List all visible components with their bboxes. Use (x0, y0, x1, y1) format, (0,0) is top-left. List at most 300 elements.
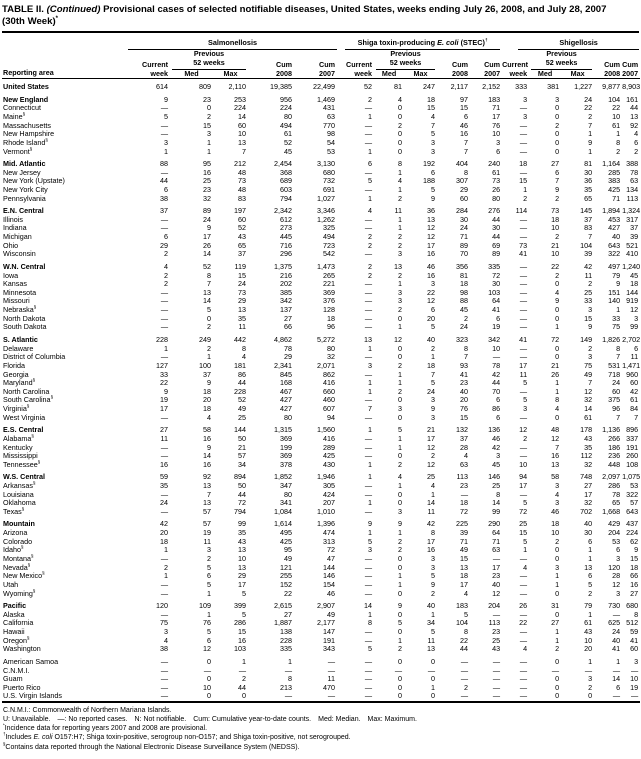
reporting-area: North Dakota (3, 313, 46, 323)
value-cell: 81 (394, 82, 403, 92)
value-cell: 6 (634, 343, 639, 353)
value-cell: 73 (238, 176, 246, 186)
value-cell: 2 (555, 232, 560, 242)
value-cell: 11 (394, 206, 403, 216)
value-cell: 70 (460, 249, 469, 259)
value-cell: 4 (523, 644, 528, 654)
value-cell: 7 (207, 489, 211, 499)
value-cell: 388 (626, 159, 639, 169)
value-cell: 1,887 (274, 618, 292, 628)
value-cell: — (519, 287, 528, 297)
value-cell: 427 (280, 404, 292, 414)
value-cell: 10 (584, 635, 593, 645)
reporting-area: Wisconsin (3, 249, 36, 259)
value-cell: 10 (551, 249, 560, 259)
value-cell: 2 (523, 193, 528, 203)
value-cell: 3 (398, 249, 403, 259)
reporting-area: South Carolina§ (3, 395, 54, 405)
value-cell: 1 (164, 146, 168, 156)
value-cell: 103 (488, 287, 501, 297)
reporting-area: C.N.M.I. (3, 665, 30, 675)
value-cell: — (160, 322, 168, 332)
value-cell: 8,903 (622, 82, 641, 92)
value-cell: 72 (238, 498, 246, 508)
value-cell: 1 (616, 129, 621, 139)
value-cell: 26 (519, 601, 528, 611)
value-cell: 18 (519, 159, 528, 169)
value-cell: — (492, 609, 501, 619)
value-cell: 0 (398, 129, 403, 139)
value-cell: 11 (519, 369, 528, 379)
value-cell: — (364, 665, 373, 675)
value-cell: 0 (398, 656, 403, 666)
value-cell: 3,346 (317, 206, 336, 216)
value-cell: 253 (234, 94, 246, 104)
value-cell: — (519, 296, 528, 306)
value-cell: 21 (238, 442, 246, 452)
table-title (2, 4, 639, 33)
value-cell: 1 (616, 305, 621, 315)
value-cell: 78 (630, 167, 639, 177)
value-cell: 1 (398, 571, 403, 581)
value-cell: 368 (280, 167, 292, 177)
value-cell: 75 (160, 618, 168, 628)
title-week: (30th Week) (2, 16, 56, 27)
value-cell: 14 (584, 404, 593, 414)
value-cell: 1 (164, 343, 168, 353)
value-cell: 19 (203, 528, 211, 538)
value-cell: 11 (238, 322, 246, 332)
value-cell: 24 (612, 378, 621, 388)
week-label: week (509, 68, 528, 78)
value-cell: 5 (431, 185, 436, 194)
value-cell: 3,130 (317, 159, 336, 169)
value-cell: 4 (431, 480, 436, 490)
table-row (2, 491, 640, 500)
value-cell: 7 (464, 137, 469, 147)
value-cell: 470 (323, 682, 336, 692)
title-continued: (Continued) (46, 4, 101, 15)
value-cell: 13 (238, 545, 246, 555)
value-cell: 8 (634, 609, 639, 619)
value-cell: 343 (323, 644, 336, 654)
value-cell: 2 (431, 588, 436, 598)
value-cell: 22 (427, 287, 436, 297)
value-cell: 104 (580, 240, 593, 250)
value-cell: — (327, 691, 336, 701)
value-cell: 495 (280, 528, 292, 538)
value-cell: 2 (398, 305, 403, 315)
value-cell: 376 (323, 296, 336, 306)
value-cell: 3 (207, 129, 211, 139)
value-cell: — (364, 554, 373, 564)
value-cell: 69 (492, 240, 501, 250)
reporting-area: Kansas (3, 279, 27, 289)
value-cell: — (364, 442, 373, 452)
reporting-area: Pacific (3, 601, 27, 611)
value-cell: 28 (612, 571, 621, 581)
value-cell: 32 (584, 459, 593, 469)
value-cell: 3 (496, 451, 501, 461)
value-cell: 48 (238, 167, 246, 177)
value-cell: 224 (234, 103, 246, 113)
table-row (2, 396, 640, 405)
value-cell: 399 (234, 601, 246, 611)
value-cell: 2 (368, 240, 373, 250)
value-cell: 429 (608, 519, 621, 529)
value-cell: 286 (608, 480, 621, 490)
value-cell: — (160, 691, 168, 701)
value-cell: 5 (368, 644, 373, 654)
value-cell: 12 (427, 459, 436, 469)
table-row (2, 297, 640, 306)
cum-label: Cum (622, 59, 639, 69)
value-cell: 16 (238, 635, 246, 645)
value-cell: 144 (234, 425, 246, 435)
reporting-area: Florida (3, 360, 25, 370)
value-cell: 225 (456, 519, 469, 529)
value-cell: 78 (284, 343, 292, 353)
value-cell: 120 (156, 601, 168, 611)
value-cell: 9 (431, 404, 436, 414)
value-cell: 191 (626, 442, 639, 452)
reporting-area: Ohio (3, 240, 19, 250)
value-cell: 1 (398, 378, 403, 388)
reporting-area: E.S. Central (3, 425, 44, 435)
value-cell: 76 (492, 120, 501, 130)
value-cell: 113 (456, 472, 469, 482)
value-cell: 23 (492, 571, 501, 581)
table-row (2, 289, 640, 298)
previous-label: Previous (390, 49, 421, 58)
value-cell: 2 (555, 644, 560, 654)
value-cell: 1 (398, 480, 403, 490)
value-cell: — (160, 489, 168, 499)
value-cell: 71 (460, 232, 469, 242)
value-cell: — (364, 480, 373, 490)
value-cell: 1 (431, 489, 436, 499)
value-cell: 108 (626, 459, 639, 469)
value-cell: 15 (238, 270, 246, 280)
table-row (2, 259, 640, 271)
table-row (2, 470, 640, 482)
spacer (594, 50, 622, 59)
footnote: †Includes E. coli O157:H7; Shiga toxin-positive, serogroup non-O157; and Shiga toxin-positive, not serogrouped. (3, 732, 351, 742)
value-cell: 5 (523, 498, 528, 508)
value-cell: 22 (460, 635, 469, 645)
value-cell: 8 (431, 528, 436, 538)
value-cell: 37 (630, 223, 639, 233)
value-cell: 2 (464, 313, 469, 323)
value-cell: 71 (460, 536, 469, 546)
table-row (2, 306, 640, 315)
value-cell: 497 (608, 261, 621, 271)
year-2007-label: 2007 (622, 68, 639, 78)
value-cell: 35 (238, 313, 246, 323)
value-cell: 9 (634, 545, 639, 555)
value-cell: 2 (398, 536, 403, 546)
value-cell: — (492, 682, 501, 692)
value-cell: 80 (284, 489, 292, 499)
value-cell: 0 (398, 111, 403, 121)
value-cell: 2 (398, 120, 403, 130)
value-cell: 427 (280, 395, 292, 405)
value-cell: 8 (616, 137, 621, 147)
value-cell: 1 (368, 609, 373, 619)
value-cell: 794 (234, 506, 246, 516)
reporting-area: American Samoa (3, 656, 59, 666)
value-cell: 1 (588, 129, 593, 139)
value-cell: 18 (630, 279, 639, 289)
value-cell: 437 (626, 519, 639, 529)
value-cell: — (364, 562, 373, 572)
value-cell: 7 (464, 146, 469, 156)
value-cell: 13 (238, 137, 246, 147)
value-cell: 378 (280, 459, 292, 469)
footnote: *Incidence data for reporting years 2007 and 2008 are provisional. (3, 722, 208, 733)
value-cell: 48 (551, 425, 560, 435)
value-cell: 41 (460, 369, 469, 379)
value-cell: 323 (456, 334, 469, 344)
value-cell: 18 (551, 519, 560, 529)
value-cell: 99 (238, 519, 246, 529)
value-cell: — (364, 305, 373, 315)
value-cell: 7 (555, 442, 560, 452)
value-cell: — (364, 656, 373, 666)
table-row (2, 79, 640, 92)
value-cell: 356 (456, 261, 469, 271)
value-cell: 18 (460, 498, 469, 508)
value-cell: 62 (630, 536, 639, 546)
value-cell: 0 (555, 129, 560, 139)
value-cell: — (364, 223, 373, 233)
value-cell: 11 (427, 635, 436, 645)
value-cell: 79 (584, 601, 593, 611)
value-cell: 44 (160, 176, 168, 186)
value-cell: 42 (427, 519, 436, 529)
table-row (2, 242, 640, 251)
value-cell: — (460, 665, 469, 675)
reporting-area: Rhode Island§ (3, 137, 48, 147)
value-cell: 0 (398, 562, 403, 572)
value-cell: 0 (398, 627, 403, 637)
value-cell: — (364, 322, 373, 332)
value-cell: — (364, 588, 373, 598)
table-row (2, 280, 640, 289)
value-cell: — (160, 120, 168, 130)
table-row (2, 388, 640, 397)
value-cell: 86 (238, 369, 246, 379)
value-cell: 34 (238, 459, 246, 469)
value-cell: 342 (280, 296, 292, 306)
value-cell: — (160, 580, 168, 589)
table-row (2, 130, 640, 139)
value-cell: 49 (327, 609, 336, 619)
value-cell: — (519, 137, 528, 147)
value-cell: 5 (464, 609, 469, 619)
value-cell: 5 (368, 536, 373, 546)
value-cell: 247 (423, 82, 436, 92)
value-cell: — (630, 691, 639, 701)
value-cell: 612 (280, 214, 292, 224)
value-cell: 2 (464, 682, 469, 692)
value-cell: 15 (460, 412, 469, 422)
value-cell: 3 (164, 137, 168, 147)
value-cell: 10 (630, 674, 639, 684)
value-cell: — (519, 305, 528, 315)
value-cell: 39 (630, 232, 639, 242)
value-cell: 8 (464, 343, 469, 353)
value-cell: 1 (555, 627, 560, 637)
value-cell: 3 (555, 480, 560, 490)
value-cell: 430 (323, 459, 336, 469)
value-cell: 63 (630, 176, 639, 186)
value-cell: 0 (555, 682, 560, 692)
reporting-area: Nevada§ (3, 562, 31, 572)
value-cell: 134 (626, 185, 639, 194)
footnotes (2, 703, 638, 751)
value-cell: — (364, 313, 373, 323)
value-cell: 453 (608, 214, 621, 224)
value-cell: — (364, 571, 373, 581)
value-cell: — (160, 656, 168, 666)
value-cell: 40 (427, 334, 436, 344)
value-cell: — (364, 214, 373, 224)
value-cell: 0 (555, 146, 560, 156)
value-cell: 20 (427, 313, 436, 323)
value-cell: 22 (612, 103, 621, 113)
value-cell: 29 (160, 240, 168, 250)
value-cell: 1,027 (317, 193, 336, 203)
value-cell: — (364, 682, 373, 692)
value-cell: 8 (207, 270, 211, 280)
year-2008-label: 2008 (276, 68, 292, 78)
value-cell: 2 (588, 111, 593, 121)
value-cell: 8 (464, 627, 469, 637)
value-cell: 9 (431, 580, 436, 589)
value-cell: 4 (555, 489, 560, 499)
value-cell: 0 (555, 656, 560, 666)
value-cell: 427 (608, 223, 621, 233)
value-cell: 37 (238, 249, 246, 259)
value-cell: 18 (327, 313, 336, 323)
value-cell: 13 (238, 305, 246, 315)
value-cell: 52 (284, 137, 292, 147)
value-cell: 186 (608, 442, 621, 452)
value-cell: 181 (234, 360, 246, 370)
value-cell: 1,375 (274, 261, 292, 271)
value-cell: 137 (280, 305, 292, 315)
value-cell: 0 (242, 691, 246, 701)
table-row (2, 590, 640, 599)
value-cell: 12 (612, 580, 621, 589)
value-cell: 0 (398, 588, 403, 598)
value-cell: 89 (492, 249, 501, 259)
value-cell: 0 (207, 313, 211, 323)
cum-label: Cum (276, 59, 292, 69)
value-cell: 1 (588, 146, 593, 156)
value-cell: 57 (630, 498, 639, 508)
value-cell: 145 (580, 206, 593, 216)
value-cell: 542 (323, 249, 336, 259)
value-cell: 19 (160, 395, 168, 405)
value-cell: 7 (207, 279, 211, 289)
column-group-stec: Shiga toxin-producing E. coli (STEC)† (337, 33, 502, 50)
value-cell: 2 (242, 674, 246, 684)
value-cell: — (160, 682, 168, 692)
value-cell: 64 (492, 296, 501, 306)
reporting-area: Mountain (3, 519, 35, 529)
value-cell: — (160, 588, 168, 598)
value-cell: 2 (431, 343, 436, 353)
value-cell: 7 (464, 352, 469, 362)
value-cell: 273 (280, 223, 292, 233)
value-cell: — (612, 609, 621, 619)
value-cell: 1,324 (622, 206, 641, 216)
value-cell: 46 (492, 433, 501, 443)
reporting-area: Washington (3, 644, 41, 654)
value-cell: 335 (280, 644, 292, 654)
value-cell: — (160, 103, 168, 113)
value-cell: 127 (156, 360, 168, 370)
value-cell: 23 (460, 480, 469, 490)
column-group-salmonellosis: Salmonellosis (108, 33, 337, 50)
value-cell: 13 (394, 261, 403, 271)
current-label: Current (346, 59, 373, 69)
value-cell: 12 (203, 644, 211, 654)
value-cell: 46 (551, 506, 560, 516)
value-cell: 199 (280, 442, 292, 452)
value-cell: 424 (323, 489, 336, 499)
value-cell: 1 (368, 425, 373, 435)
value-cell: — (427, 665, 436, 675)
value-cell: 4 (164, 261, 168, 271)
value-cell: 15 (238, 627, 246, 637)
table-row (2, 233, 640, 242)
table-row (2, 169, 640, 178)
value-cell: 20 (203, 395, 211, 405)
value-cell: — (284, 665, 292, 675)
value-cell: 6 (207, 571, 211, 581)
table-row (2, 272, 640, 281)
value-cell: 93 (460, 360, 469, 370)
value-cell: 136 (488, 425, 501, 435)
value-cell: 307 (456, 176, 469, 186)
value-cell: 3 (523, 404, 528, 414)
value-cell: 50 (238, 480, 246, 490)
value-cell: 113 (488, 618, 501, 628)
spacer (622, 50, 640, 59)
value-cell: 5 (398, 425, 403, 435)
value-cell: 0 (398, 313, 403, 323)
value-cell: — (519, 120, 528, 130)
value-cell: 5 (431, 571, 436, 581)
value-cell: 20 (584, 644, 593, 654)
max-label: Max (570, 68, 585, 78)
value-cell: 689 (280, 176, 292, 186)
value-cell: 13 (427, 214, 436, 224)
reporting-area: New Mexico§ (3, 570, 45, 581)
value-cell: 94 (327, 412, 336, 422)
value-cell: 15 (427, 103, 436, 113)
value-cell: 17 (492, 562, 501, 572)
value-cell: 2,615 (274, 601, 292, 611)
column-group-shigellosis: Shigellosis (502, 33, 640, 50)
value-cell: — (203, 665, 211, 675)
value-cell: — (460, 489, 469, 499)
value-cell: 1,560 (317, 425, 336, 435)
value-cell: 1,315 (274, 425, 292, 435)
